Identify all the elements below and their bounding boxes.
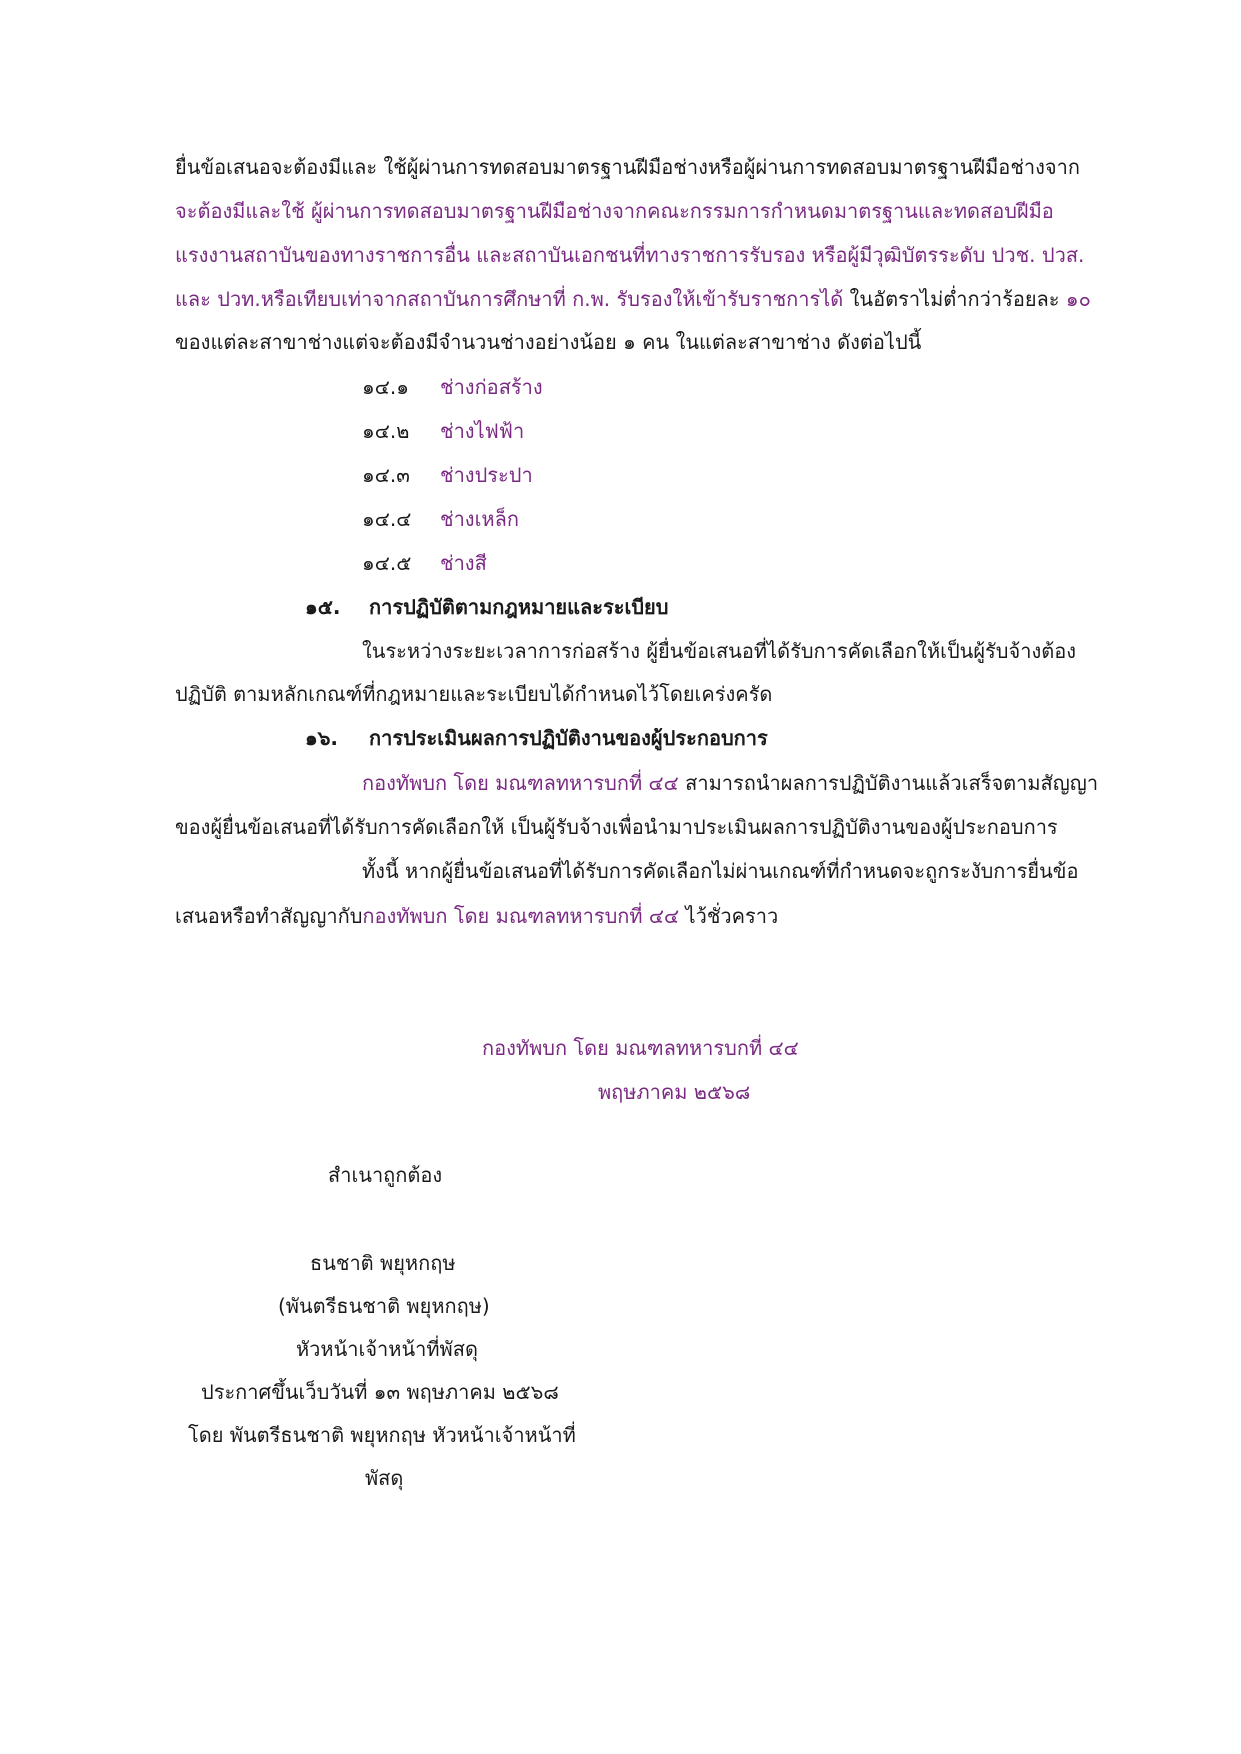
list-item-label: ช่างก่อสร้าง [440,375,543,399]
section-title: การปฏิบัติตามกฎหมายและระเบียบ [369,595,669,619]
list-item-14-5 [362,548,487,578]
s16-line-1 [362,768,1098,798]
list-item-label: ช่างสี [440,551,487,575]
section-title: การประเมินผลการปฏิบัติงานของผู้ประกอบการ [369,726,768,750]
list-item-14-2 [362,416,524,446]
s16-line-3: ทั้งนี้ หากผู้ยื่นข้อเสนอที่ได้รับการคัดเลือกไม่ผ่านเกณฑ์ที่กำหนดจะถูกระงับการยื่นข้อ [362,859,1079,883]
s16-line-1-part-b: สามารถนำผลการปฏิบัติงานแล้วเสร็จตามสัญญา [678,771,1099,795]
s16-line-4-part-b: กองทัพบก โดย มณฑลทหารบกที่ ๔๔ [362,904,680,928]
s16-line-4-part-a: เสนอหรือทำสัญญากับ [175,904,363,928]
certified-copy-label: สำเนาถูกต้อง [328,1163,443,1187]
s16-line-4-part-c: ไว้ชั่วคราว [679,904,779,928]
section-number: ๑๕. [305,595,341,619]
list-item-number: ๑๔.๒ [362,419,410,443]
s15-line-1: ในระหว่างระยะเวลาการก่อสร้าง ผู้ยื่นข้อเสนอที่ได้รับการคัดเลือกให้เป็นผู้รับจ้างต้อง [362,639,1076,663]
position-title: หัวหน้าเจ้าหน้าที่พัสดุ [296,1337,478,1361]
list-item-14-1 [362,372,543,402]
s14-line-4-part-b: ในอัตราไม่ต่ำกว่าร้อยละ [843,287,1066,311]
s14-line-4-part-c: ๑๐ [1065,287,1091,311]
list-item-14-4 [362,504,519,534]
s14-line-3: แรงงานสถาบันของทางราชการอื่น และสถาบันเอกชนที่ทางราชการรับรอง หรือผู้มีวุฒิบัตรระดับ ปวช. ปวส. [175,243,1085,267]
s14-line-2: จะต้องมีและใช้ ผู้ผ่านการทดสอบมาตรฐานฝีมือช่างจากคณะกรรมการกำหนดมาตรฐานและทดสอบฝีมือ [175,199,1054,223]
list-item-label: ช่างไฟฟ้า [440,419,525,443]
list-item-14-3 [362,460,533,490]
s14-line-5: ของแต่ละสาขาช่างแต่จะต้องมีจำนวนช่างอย่างน้อย ๑ คน ในแต่ละสาขาช่าง ดังต่อไปนี้ [175,330,922,354]
issuer-date: พฤษภาคม ๒๕๖๘ [598,1080,751,1104]
full-name: (พันตรีธนชาติ พยุหกฤษ) [278,1294,490,1318]
s15-line-2: ปฏิบัติ ตามหลักเกณฑ์ที่กฎหมายและระเบียบได้กำหนดไว้โดยเคร่งครัด [175,682,773,706]
posted-by-line-1: โดย พันตรีธนชาติ พยุหกฤษ หัวหน้าเจ้าหน้าที่ [188,1423,576,1447]
s16-line-4 [175,901,778,931]
s14-line-4 [175,284,1091,314]
s14-line-4-part-a: และ ปวท.หรือเทียบเท่าจากสถาบันการศึกษาที่ ก.พ. รับรองให้เข้ารับราชการได้ [175,287,844,311]
list-item-number: ๑๔.๔ [362,507,412,531]
posted-by-line-2: พัสดุ [365,1466,404,1490]
s16-line-2: ของผู้ยื่นข้อเสนอที่ได้รับการคัดเลือกให้ เป็นผู้รับจ้างเพื่อนำมาประเมินผลการปฏิบัติงานของผู้ประกอบการ [175,815,1058,839]
section-16-heading [305,723,768,753]
list-item-number: ๑๔.๑ [362,375,409,399]
section-15-heading [305,592,668,622]
list-item-number: ๑๔.๓ [362,463,410,487]
signature-name: ธนชาติ พยุหกฤษ [310,1251,456,1275]
s16-line-1-part-a: กองทัพบก โดย มณฑลทหารบกที่ ๔๔ [362,771,679,795]
list-item-label: ช่างเหล็ก [440,507,519,531]
s14-line-1: ยื่นข้อเสนอจะต้องมีและ ใช้ผู้ผ่านการทดสอบมาตรฐานฝีมือช่างหรือผู้ผ่านการทดสอบมาตรฐานฝีมือช่างจาก [175,155,1080,179]
issuer-org: กองทัพบก โดย มณฑลทหารบกที่ ๔๔ [482,1036,799,1060]
section-number: ๑๖. [305,726,338,750]
posted-date-line: ประกาศขึ้นเว็บวันที่ ๑๓ พฤษภาคม ๒๕๖๘ [201,1380,559,1404]
list-item-number: ๑๔.๕ [362,551,412,575]
list-item-label: ช่างประปา [440,463,533,487]
